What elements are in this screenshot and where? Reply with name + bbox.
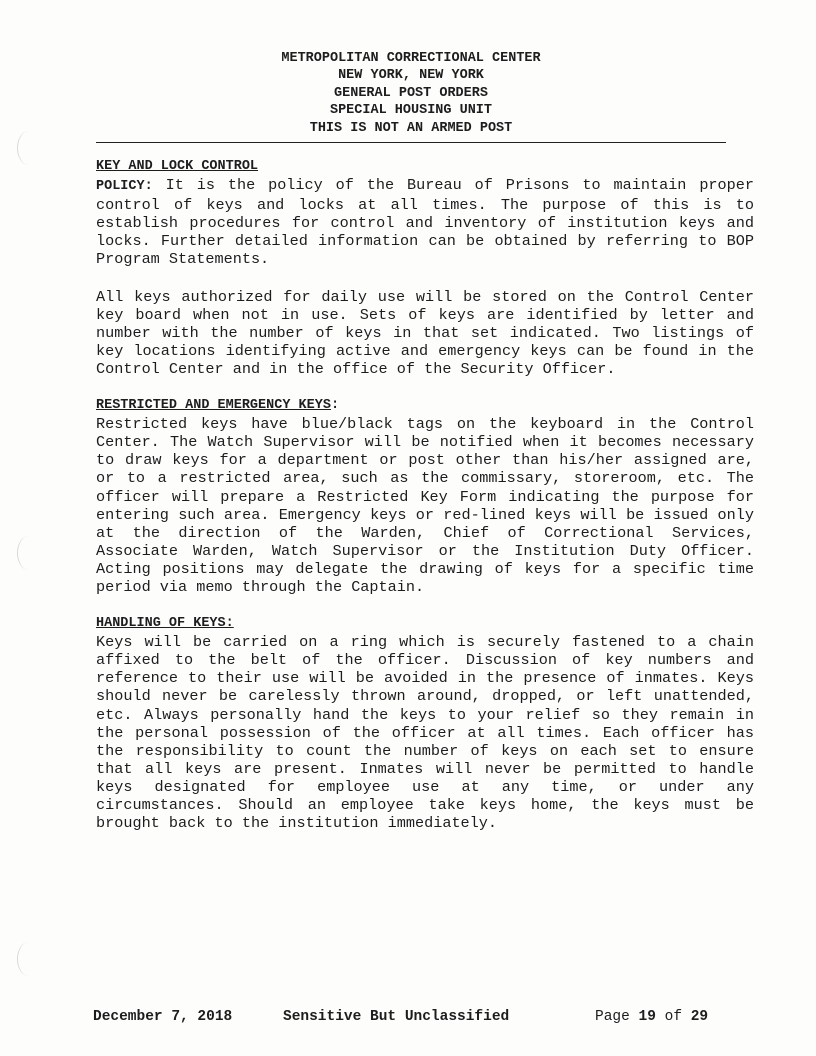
- footer-page-number: [595, 1009, 708, 1025]
- header-doc-type: GENERAL POST ORDERS: [334, 85, 488, 101]
- header-armed-status: THIS IS NOT AN ARMED POST: [309, 120, 513, 136]
- policy-label: POLICY:: [96, 179, 153, 195]
- page-word: Page: [595, 1009, 630, 1025]
- footer-classification: Sensitive But Unclassified: [283, 1009, 510, 1025]
- footer-date: December 7, 2018: [93, 1009, 233, 1025]
- punch-hole-mark: [17, 536, 40, 570]
- handling-paragraph: Keys will be carried on a ring which is securely fastened to a chain affixed to the belt of the officer. Discussion of key numbers and reference to their use will be avoided in the presence of inmates. Keys should never be carelessly thrown around, dropped, or left unattended, etc. Always personally hand the keys to your relief so they remain in the personal possession of the officer at all times. Each officer has the responsibility to count the number of keys on each set to ensure that all keys are present. Inmates will never be permitted to handle keys designated for employee use at any time, or under any circumstances. Should an employee take keys home, the keys must be brought back to the institution immediately.: [96, 633, 754, 833]
- policy-text: It is the policy of the Bureau of Prisons to maintain proper control of keys and locks at all times. The purpose of this is to establish procedures for control and inventory of institution keys and locks. Further detailed information can be obtained by referring to BOP Program Statements.: [96, 176, 754, 269]
- page-current: 19: [638, 1009, 656, 1025]
- header-unit: SPECIAL HOUSING UNIT: [329, 103, 493, 119]
- policy-paragraph: [96, 176, 754, 268]
- page-of-word: of: [664, 1009, 683, 1025]
- header-divider: [96, 142, 726, 143]
- page-footer: [93, 1009, 733, 1029]
- punch-hole-mark: [17, 131, 40, 165]
- section-heading-handling: HANDLING OF KEYS:: [96, 616, 234, 632]
- section-heading-key-lock: KEY AND LOCK CONTROL: [96, 159, 259, 174]
- restricted-heading-colon: :: [330, 398, 340, 414]
- punch-hole-mark: [17, 942, 40, 976]
- header-location: NEW YORK, NEW YORK: [338, 68, 484, 84]
- document-body: [96, 156, 754, 832]
- document-header: [96, 50, 726, 137]
- section-heading-restricted: [96, 397, 331, 415]
- header-institution: METROPOLITAN CORRECTIONAL CENTER: [281, 51, 541, 66]
- key-storage-paragraph: All keys authorized for daily use will be stored on the Control Center key board when not in use. Sets of keys are identified by letter and number with the number of keys in that set indicated. Two listings of key locations identifying active and emergency keys can be found in the Control Center and in the office of the Security Officer.: [96, 287, 754, 378]
- restricted-heading-text: RESTRICTED AND EMERGENCY KEYS: [96, 398, 331, 414]
- restricted-paragraph: Restricted keys have blue/black tags on the keyboard in the Control Center. The Watch Supervisor will be notified when it becomes necessary to draw keys for a department or post other than his/her assigned are, or to a restricted area, such as the commissary, storeroom, etc. The officer will prepare a Restricted Key Form indicating the purpose for entering such area. Emergency keys or red-lined keys will be issued only at the direction of the Warden, Chief of Correctional Services, Associate Warden, Watch Supervisor or the Institution Duty Officer. Acting positions may delegate the drawing of keys for a specific time period via memo through the Captain.: [96, 415, 754, 596]
- page-total: 29: [690, 1009, 709, 1025]
